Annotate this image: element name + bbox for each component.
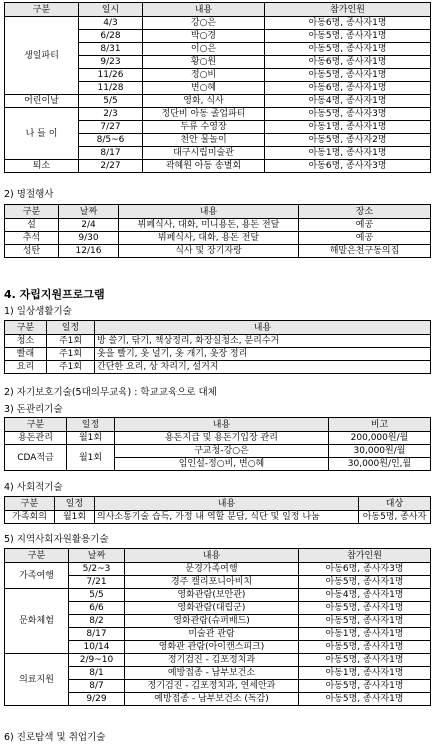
table-cell: 정단비 아동 졸업파티 (143, 108, 265, 121)
table-cell: 영화관람(대립군) (125, 602, 299, 615)
table-cell: 아동5명, 종사자1명 (299, 693, 431, 706)
table-cell: 미술관 관람 (125, 628, 299, 641)
group-label: 나 들 이 (5, 108, 79, 160)
table-cell: 5/2~3 (69, 563, 125, 576)
table-cell: 7/27 (79, 121, 143, 134)
header-cell: 구분 (5, 497, 55, 511)
table-cell: 9/29 (69, 693, 125, 706)
table-row (5, 654, 431, 667)
header-cell: 참가인원 (299, 549, 431, 563)
table-cell: 주1회 (47, 335, 95, 348)
table-row (5, 602, 431, 615)
daily-living-table (4, 320, 431, 374)
table-cell: 이○은 (143, 43, 265, 56)
table-cell: 9/23 (79, 56, 143, 69)
header-cell: 일정 (67, 418, 115, 432)
table-cell: 아동1명, 종사자1명 (265, 147, 431, 160)
table-cell: 아동5명, 종사자 (359, 511, 431, 524)
table-row (5, 576, 431, 589)
table-cell: 황○원 (143, 56, 265, 69)
subsection-community-resources: 5) 지역사회자원활용기술 (4, 534, 109, 545)
table-cell: 아동4명, 종사자1명 (299, 589, 431, 602)
table-cell: 아동1명, 종사자1명 (265, 121, 431, 134)
table-cell: 임인설-정○비, 변○혜 (115, 458, 329, 471)
group-label: 퇴소 (5, 160, 79, 173)
table-row (5, 641, 431, 654)
table-row (5, 17, 431, 30)
table-cell: 30,000원/인,월 (329, 458, 431, 471)
group-label: CDA적금 (5, 445, 67, 471)
table-cell: 가족회의 (5, 511, 55, 524)
table-cell: 아동6명, 종사자3명 (265, 160, 431, 173)
table-cell: 곽혜원 아동 송별회 (143, 160, 265, 173)
subsection-self-protection: 2) 자기보호기술(5대의무교육) : 학교교육으로 대체 (4, 387, 217, 398)
table-cell: 빨래 (5, 348, 47, 361)
table-row (5, 680, 431, 693)
table-cell: 11/28 (79, 82, 143, 95)
table-cell: 구교청-강○은 (115, 445, 329, 458)
community-resources-table (4, 548, 431, 706)
table-cell: 10/14 (69, 641, 125, 654)
table-cell: 강○은 (143, 17, 265, 30)
header-cell: 내용 (125, 549, 299, 563)
table-cell: 아동5명, 종사자1명 (299, 641, 431, 654)
header-cell: 내용 (95, 497, 359, 511)
table-cell: 2/4 (59, 219, 119, 232)
table-cell: 천안 물놀이 (143, 134, 265, 147)
table-cell: 아동6명, 종사자1명 (265, 56, 431, 69)
table-cell: 4/3 (79, 17, 143, 30)
table-cell: 8/17 (79, 147, 143, 160)
header-cell: 구분 (5, 549, 69, 563)
header-cell: 구분 (5, 205, 59, 219)
table-cell: 용돈관리 (5, 432, 67, 445)
table-row (5, 445, 431, 458)
group-label: 문화체험 (5, 589, 69, 654)
header-cell: 장소 (299, 205, 431, 219)
table-cell: 아동5명, 종사자1명 (299, 602, 431, 615)
table-cell: 영화, 식사 (143, 95, 265, 108)
table-cell: 아동5명, 종사자1명 (265, 30, 431, 43)
table-cell: 아동4명, 종사자1명 (265, 95, 431, 108)
header-cell: 내용 (143, 3, 265, 17)
section-heading-holidays: 2) 명절행사 (4, 189, 54, 200)
table-cell: 문경가족여행 (125, 563, 299, 576)
table-cell: 6/28 (79, 30, 143, 43)
table-cell: 예공 (299, 219, 431, 232)
table-cell: 2/9~10 (69, 654, 125, 667)
table-row (5, 348, 431, 361)
table-row (5, 432, 431, 445)
table-cell: 200,000원/월 (329, 432, 431, 445)
table-row (5, 667, 431, 680)
table-cell: 8/17 (69, 628, 125, 641)
header-cell: 내용 (119, 205, 299, 219)
table-cell: 영화관람(슈퍼배드) (125, 615, 299, 628)
header-cell: 일시 (79, 3, 143, 17)
table-cell: 예방접종 - 남부보건소 (125, 667, 299, 680)
table-row (5, 693, 431, 706)
table-header-row (5, 321, 431, 335)
table-cell: 영화관람(보안관) (125, 589, 299, 602)
table-cell: 정○비 (143, 69, 265, 82)
table-row (5, 615, 431, 628)
holiday-events-table (4, 204, 431, 258)
table-header-row (5, 3, 431, 17)
header-cell: 날짜 (69, 549, 125, 563)
header-cell: 비고 (329, 418, 431, 432)
table-cell: 아동6명, 종사자1명 (265, 17, 431, 30)
money-management-table (4, 417, 431, 471)
header-cell: 구분 (5, 418, 67, 432)
table-cell: 해말은천구동의집 (299, 245, 431, 258)
table-cell: 뷔페식사, 대화, 미니용돈, 용돈 전달 (119, 219, 299, 232)
table-cell: 방 쓸기, 닦기, 책상정리, 화장실청소, 분리수거 (95, 335, 431, 348)
table-cell: 경주 캘리포니아비치 (125, 576, 299, 589)
table-row (5, 108, 431, 121)
header-cell: 대상 (359, 497, 431, 511)
table-cell: 아동5명, 종사자1명 (299, 576, 431, 589)
table-cell: 박○경 (143, 30, 265, 43)
table-cell: 아동6명, 종사자1명 (265, 82, 431, 95)
table-row (5, 245, 431, 258)
table-cell: 영화관 관람(아이캔스피크) (125, 641, 299, 654)
table-cell: 대구시립미술관 (143, 147, 265, 160)
subsection-career: 6) 진로탐색 및 취업기술 (4, 732, 106, 743)
table-header-row (5, 497, 431, 511)
header-cell: 구분 (5, 321, 47, 335)
table-cell: 주1회 (47, 348, 95, 361)
table-cell: 아동5명, 종사자1명 (299, 680, 431, 693)
table-cell: 정기검진 - 김포정치과, 연세안과 (125, 680, 299, 693)
table-cell: 뷔페식사, 대화, 용돈 전달 (119, 232, 299, 245)
table-cell: 12/16 (59, 245, 119, 258)
table-row (5, 160, 431, 173)
header-cell: 일정 (55, 497, 95, 511)
table-cell: 5/5 (69, 589, 125, 602)
table-cell: 아동5명, 종사자1명 (265, 69, 431, 82)
table-cell: 월1회 (55, 511, 95, 524)
table-cell: 아동5명, 종사자2명 (265, 134, 431, 147)
header-cell: 날짜 (59, 205, 119, 219)
subsection-money-management: 3) 돈관리기술 (4, 404, 63, 415)
table-cell: 두류 수영장 (143, 121, 265, 134)
table-row (5, 628, 431, 641)
table-cell: 예공 (299, 232, 431, 245)
header-cell: 내용 (95, 321, 431, 335)
social-skills-table (4, 496, 431, 524)
subsection-daily-living: 1) 일상생활기술 (4, 306, 72, 317)
table-cell: 아동1명, 종사자1명 (299, 628, 431, 641)
table-cell: 정기검진 - 김포정치과 (125, 654, 299, 667)
table-cell: 용돈지급 및 용돈기입장 관리 (115, 432, 329, 445)
table-cell: 9/30 (59, 232, 119, 245)
table-cell: 아동6명, 종사자3명 (299, 563, 431, 576)
table-row (5, 219, 431, 232)
table-row (5, 95, 431, 108)
table-row (5, 589, 431, 602)
table-header-row (5, 205, 431, 219)
section-title-independence: 4. 자립지원프로그램 (4, 288, 105, 301)
header-cell: 구분 (5, 3, 79, 17)
table-cell: 변○혜 (143, 82, 265, 95)
table-cell: 청소 (5, 335, 47, 348)
table-cell: 식사 및 장기자랑 (119, 245, 299, 258)
table-cell: 2/3 (79, 108, 143, 121)
group-label: 생일파티 (5, 17, 79, 95)
table-cell: 6/6 (69, 602, 125, 615)
table-cell: 8/5~6 (79, 134, 143, 147)
header-cell: 일정 (47, 321, 95, 335)
table-cell: 2/27 (79, 160, 143, 173)
table-cell: 월1회 (67, 445, 115, 471)
table-cell: 설 (5, 219, 59, 232)
table-cell: 요리 (5, 361, 47, 374)
table-cell: 월1회 (67, 432, 115, 445)
table-cell: 8/31 (79, 43, 143, 56)
subsection-social-skills: 4) 사회적기술 (4, 482, 63, 493)
table-cell: 아동1명, 종사자1명 (299, 667, 431, 680)
group-label: 어린이날 (5, 95, 79, 108)
table-cell: 11/26 (79, 69, 143, 82)
table-header-row (5, 418, 431, 432)
table-cell: 8/1 (69, 667, 125, 680)
table-cell: 아동5명, 종사자1명 (265, 43, 431, 56)
header-cell: 참가인원 (265, 3, 431, 17)
table-header-row (5, 549, 431, 563)
table-cell: 추석 (5, 232, 59, 245)
table-cell: 의사소통기술 습득, 가정 내 역할 분담, 식단 및 일정 나눔 (95, 511, 359, 524)
group-label: 가족여행 (5, 563, 69, 589)
table-cell: 간단한 요리, 상 차리기, 설거지 (95, 361, 431, 374)
table-cell: 주1회 (47, 361, 95, 374)
table-cell: 5/5 (79, 95, 143, 108)
events-table (4, 2, 431, 173)
header-cell: 내용 (115, 418, 329, 432)
table-row (5, 335, 431, 348)
table-cell: 아동5명, 종사자3명 (265, 108, 431, 121)
table-cell: 아동5명, 종사자1명 (299, 615, 431, 628)
table-row (5, 232, 431, 245)
table-cell: 8/2 (69, 615, 125, 628)
table-cell: 옷을 빨기, 옷 널기, 옷 개기, 옷장 정리 (95, 348, 431, 361)
table-cell: 8/7 (69, 680, 125, 693)
table-row (5, 563, 431, 576)
group-label: 의료지원 (5, 654, 69, 706)
table-row (5, 361, 431, 374)
table-cell: 아동5명, 종사자1명 (299, 654, 431, 667)
table-cell: 7/21 (69, 576, 125, 589)
table-row (5, 511, 431, 524)
table-cell: 성탄 (5, 245, 59, 258)
table-cell: 30,000원/월 (329, 445, 431, 458)
table-cell: 예방접종 - 남부보건소 (독감) (125, 693, 299, 706)
